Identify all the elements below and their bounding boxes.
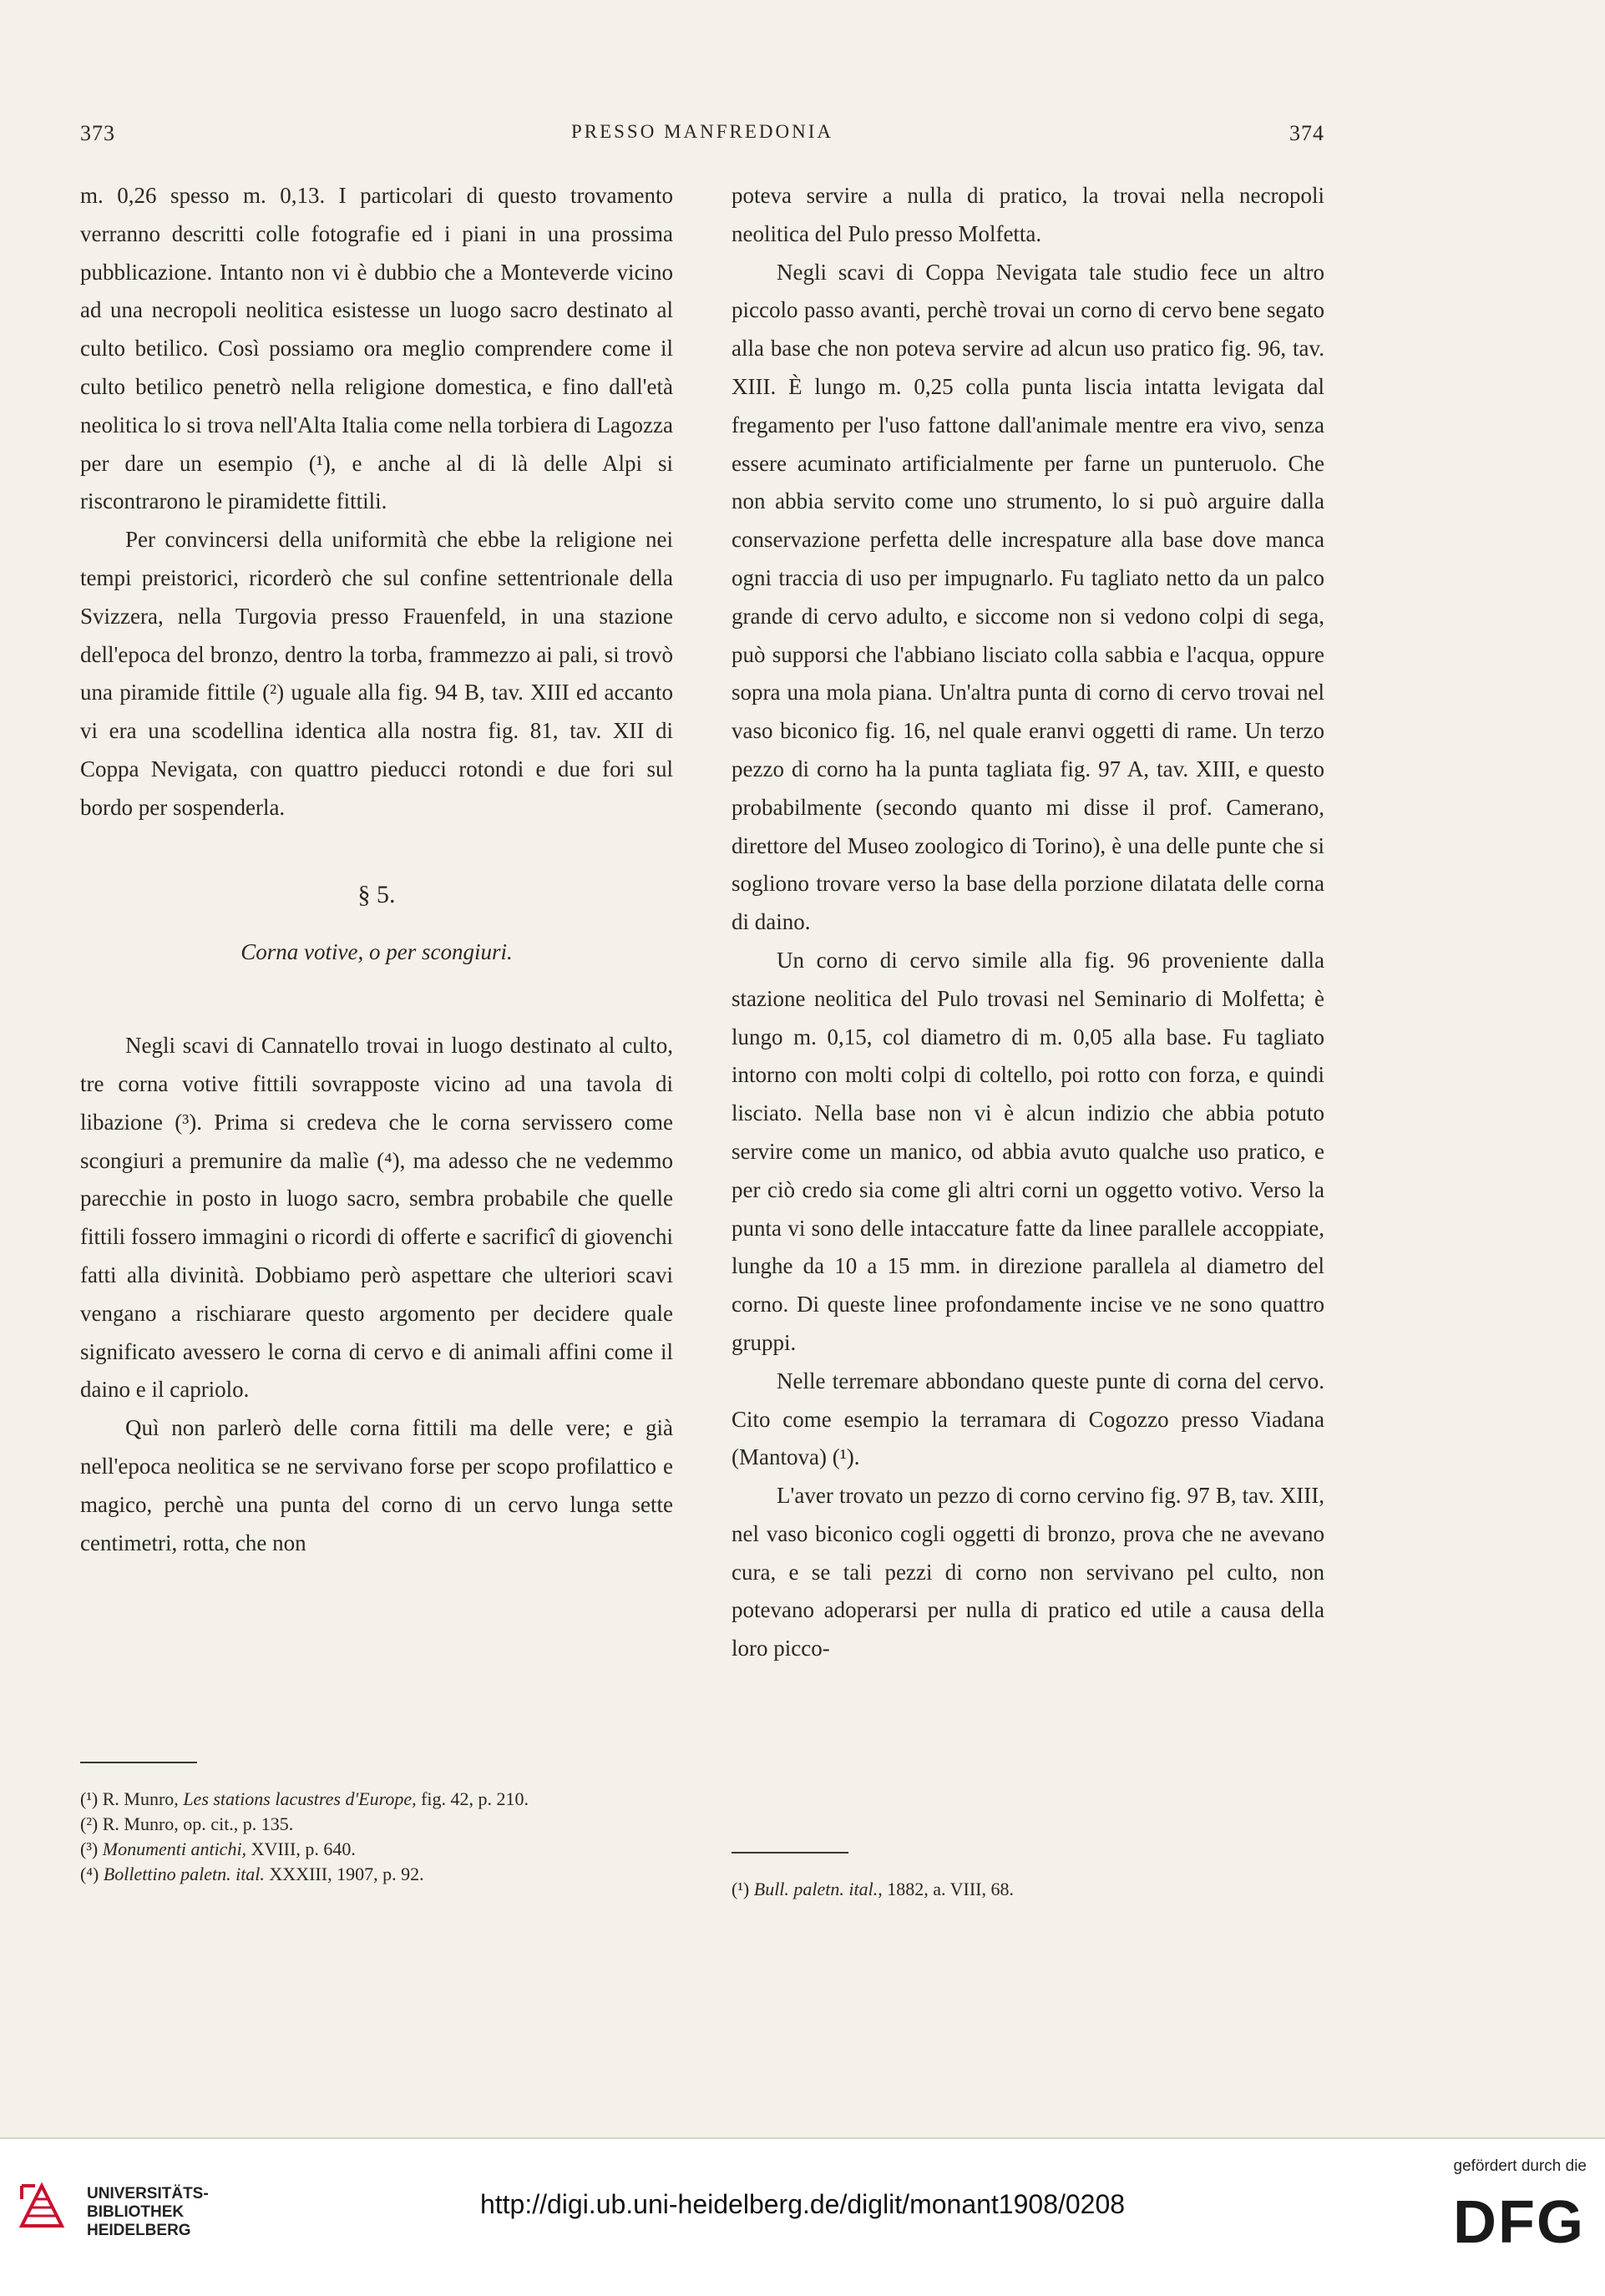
footnote-ref: 1882, a. VIII, 68.: [887, 1879, 1014, 1899]
paragraph: Negli scavi di Cannatello trovai in luogo destinato al culto, tre corna votive fittili sovrapposte vicino ad una tavola di libazione (³). Prima si credeva che le corna servissero come scongiuri a premunire da malìe (⁴), ma adesso che ne vedemmo parecchie in posto in luogo sacro, sembra probabile che quelle fittili fossero immagini o ricordi di offerte e sacrificî di giovenchi fatti alla divinità. Dobbiamo però aspettare che ulteriori scavi vengano a rischiarare questo argomento per decidere quale significato avessero le corna di cervo e di animali affini come il daino e il capriolo.: [80, 1033, 673, 1403]
paragraph: Nelle terremare abbondano queste punte di corna del cervo. Cito come esempio la terramara di Cogozzo presso Viadana (Mantova) (¹).: [732, 1368, 1324, 1470]
footnote-number: (³): [80, 1838, 99, 1859]
paragraph: m. 0,26 spesso m. 0,13. I particolari di questo trovamento verranno descritti colle fotografie ed i piani in una prossima pubblicazione. Intanto non vi è dubbio che a Monteverde vicino ad una necropoli neolitica esistesse un luogo sacro destinato al culto betilico. Così possiamo ora meglio comprendere come il culto betilico penetrò nella religione domestica, e fino dall'età neolitica lo si trova nell'Alta Italia come nella torbiera di Lagozza per dare un esempio (¹), e anche al di là delle Alpi si riscontrarono le piramidette fittili.: [80, 183, 673, 514]
footnote-title: Bollettino paletn. ital.: [103, 1864, 265, 1884]
library-name[interactable]: [87, 2185, 209, 2240]
page-number-left: 373: [80, 121, 115, 145]
footnote-number: (²): [80, 1813, 99, 1834]
paragraph: Un corno di cervo simile alla fig. 96 proveniente dalla stazione neolitica del Pulo trovasi nel Seminario di Molfetta; è lungo m. 0,15, col diametro di m. 0,05 alla base. Fu tagliato intorno con molti colpi di coltello, poi rotto con forza, e quindi lisciato. Nella base non vi è alcun indizio che abbia potuto servire come un manico, od abbia avuto qualche uso pratico, e per ciò credo sia come gli altri corni un oggetto votivo. Verso la punta vi sono delle intaccature fatte da linee parallele accoppiate, lunghe da 10 a 15 mm. in direzione parallela al diametro del corno. Di queste linee profondamente incise ve ne sono quattro gruppi.: [732, 947, 1324, 1355]
footnote-ref: XVIII, p. 640.: [251, 1838, 356, 1859]
section-title: Corna votive, o per scongiuri.: [240, 939, 513, 965]
section-number: § 5.: [357, 880, 396, 908]
paragraph: poteva servire a nulla di pratico, la trovai nella necropoli neolitica del Pulo presso Molfetta.: [732, 183, 1324, 246]
footnote: [80, 1862, 673, 1887]
dfg-logo-icon[interactable]: [1421, 2187, 1588, 2254]
funded-by-label: gefördert durch die: [1453, 2157, 1587, 2175]
footnote-rule: [80, 1762, 197, 1763]
paragraph: L'aver trovato un pezzo di corno cervino fig. 97 B, tav. XIII, nel vaso biconico cogli oggetti di bronzo, prova che ne avevano cura, e se tali pezzi di corno non servivano pel culto, non potevano adoperarsi per nulla di pratico ed utile a causa della loro picco-: [732, 1483, 1324, 1661]
footnote-number: (⁴): [80, 1864, 99, 1884]
footnote: [80, 1837, 673, 1862]
footnote-rule: [732, 1852, 848, 1853]
left-footnotes: [80, 1762, 673, 1887]
footnote-title: Bull. paletn. ital.,: [753, 1879, 883, 1899]
footnote-ref: fig. 42, p. 210.: [421, 1788, 529, 1809]
footnote: [80, 1787, 673, 1812]
right-footnotes: [732, 1852, 1324, 1902]
ub-heidelberg-logo-icon[interactable]: [15, 2179, 68, 2233]
footnote-author: R. Munro,: [102, 1788, 179, 1809]
footnote-number: (¹): [732, 1879, 750, 1899]
running-title: PRESSO MANFREDONIA: [570, 121, 834, 142]
paragraph: Quì non parlerò delle corna fittili ma delle vere; e già nell'epoca neolitica se ne servivano forse per scopo profilattico e magico, perchè una punta del corno di un cervo lunga sette centimetri, rotta, che non: [80, 1415, 673, 1555]
footnote-ref: XXXIII, 1907, p. 92.: [269, 1864, 424, 1884]
left-column: [80, 177, 673, 1562]
footer-divider: [0, 2137, 1605, 2139]
library-name-line: UNIVERSITÄTS-: [87, 2185, 209, 2202]
library-name-line: BIBLIOTHEK: [87, 2203, 185, 2221]
paragraph: Per convincersi della uniformità che ebbe la religione nei tempi preistorici, ricorderò che sul confine settentrionale della Svizzera, nella Turgovia presso Frauenfeld, in una stazione dell'epoca del bronzo, dentro la torba, frammezzo ai pali, si trovò una piramide fittile (²) uguale alla fig. 94 B, tav. XIII ed accanto vi era una scodellina identica alla nostra fig. 81, tav. XII di Coppa Nevigata, con quattro pieducci rotondi e due fori sul bordo per sospenderla.: [80, 527, 673, 820]
right-column: [732, 177, 1324, 1668]
dfg-logo-text: DFG: [1453, 2189, 1585, 2254]
library-name-line: HEIDELBERG: [87, 2222, 191, 2239]
footnote-title: Les stations lacustres d'Europe,: [183, 1788, 417, 1809]
paragraph: Negli scavi di Coppa Nevigata tale studio fece un altro piccolo passo avanti, perchè trovai un corno di cervo bene segato alla base che non poteva servire ad alcun uso pratico fig. 96, tav. XIII. È lungo m. 0,25 colla punta liscia intatta levigata dal fregamento per l'uso fattone dall'animale mentre era vivo, senza essere acuminato artificialmente per farne un punteruolo. Che non abbia servito come uno strumento, lo si può arguire dalla conservazione perfetta delle increspature alla base dove manca ogni traccia di uso per impugnarlo. Fu tagliato netto da un palco grande di cervo adulto, e siccome non si vedono colpi di sega, può supporsi che l'abbiano lisciato colla sabbia e l'acqua, oppure sopra una mola piana. Un'altra punta di corno di cervo trovai nel vaso biconico fig. 16, nel quale eranvi oggetti di rame. Un terzo pezzo di corno ha la punta tagliata fig. 97 A, tav. XIII, e questo probabilmente (secondo quanto mi disse il prof. Camerano, direttore del Museo zoologico di Torino), è una delle punte che si sogliono trovare verso la base della porzione dilatata delle corna di daino.: [732, 259, 1324, 935]
footnote: [80, 1812, 673, 1837]
footnote-number: (¹): [80, 1788, 99, 1809]
footnote: [732, 1877, 1324, 1902]
footnote-title: Monumenti antichi,: [102, 1838, 247, 1859]
page-number-right: 374: [1289, 121, 1324, 145]
footnote-text: R. Munro, op. cit., p. 135.: [102, 1813, 294, 1834]
permalink-url[interactable]: http://digi.ub.uni-heidelberg.de/diglit/monant1908/0208: [479, 2189, 1126, 2219]
